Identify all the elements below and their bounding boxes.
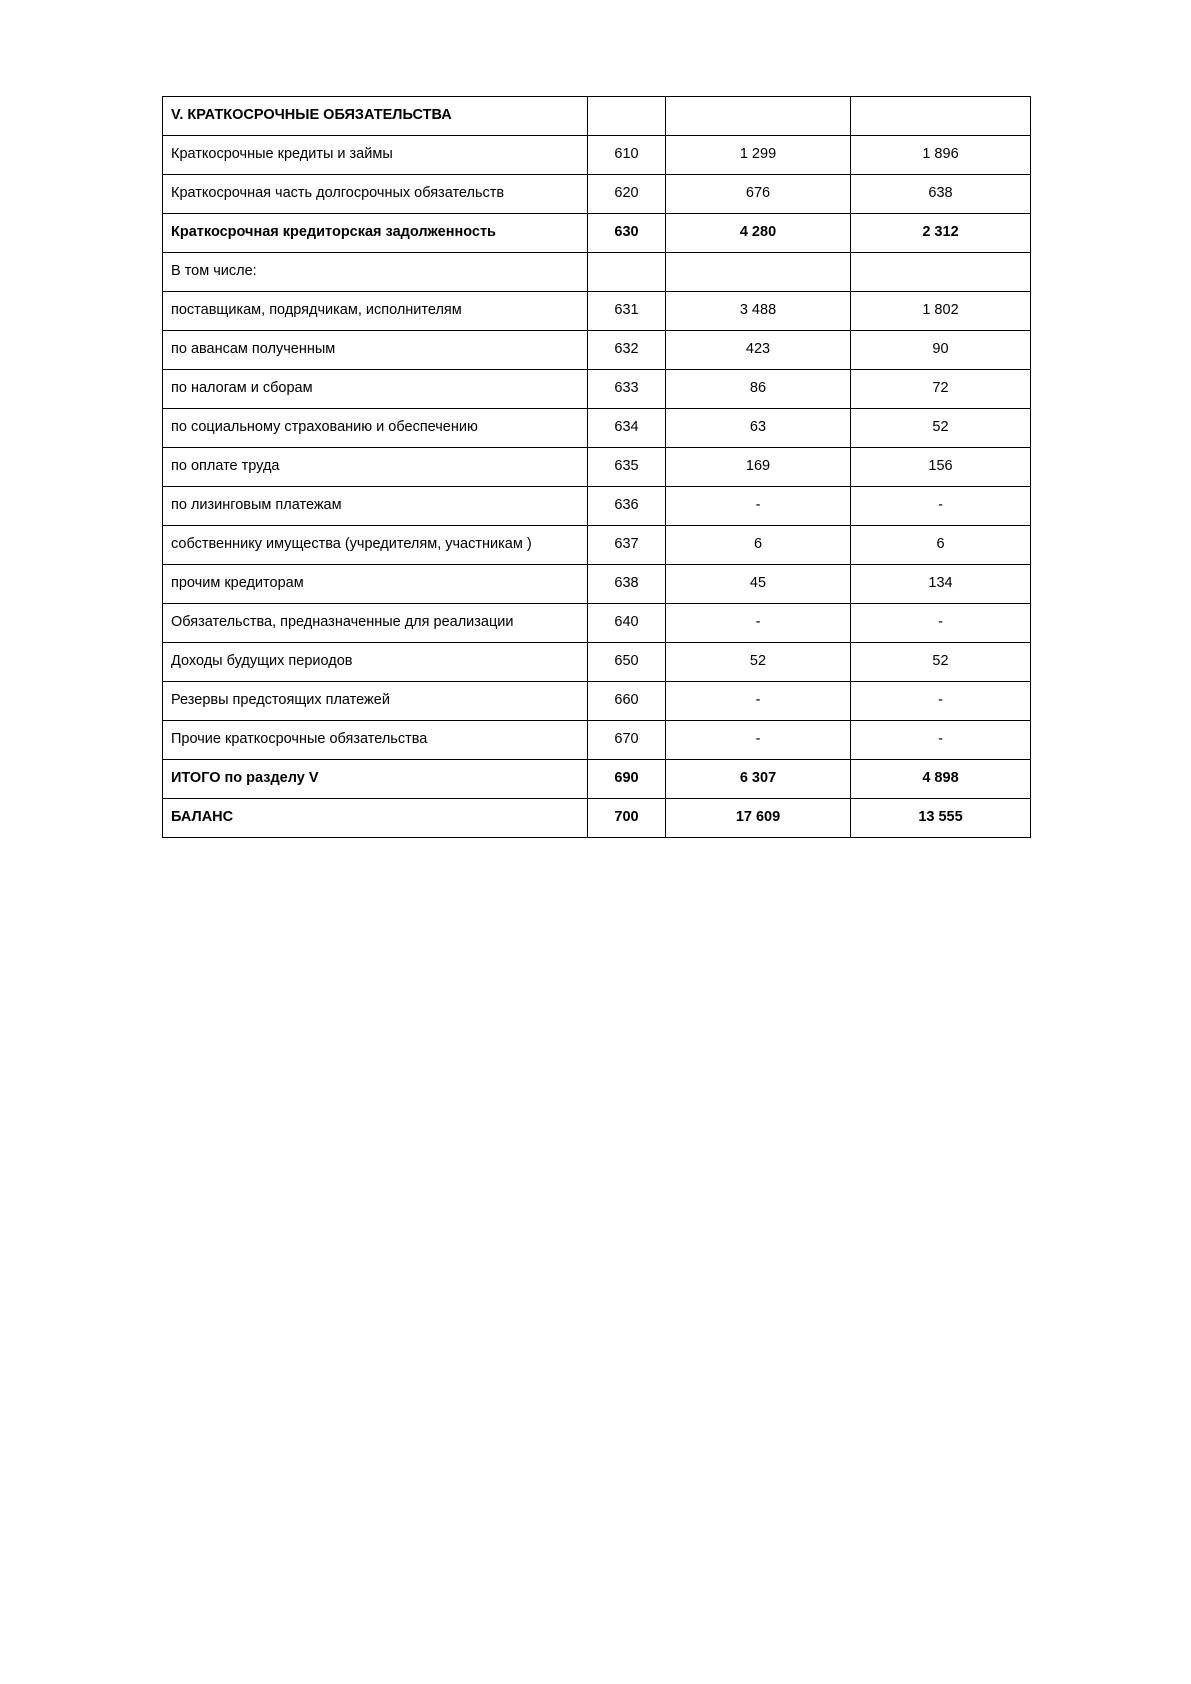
row-label: Прочие краткосрочные обязательства [163,721,588,760]
row-value-previous: 2 312 [851,214,1031,253]
row-value-current: 52 [666,643,851,682]
row-code: 637 [588,526,666,565]
row-code: 610 [588,136,666,175]
row-label: по оплате труда [163,448,588,487]
row-value-previous: 52 [851,643,1031,682]
table-row [163,760,1031,799]
row-label: Краткосрочная кредиторская задолженность [163,214,588,253]
row-code: 640 [588,604,666,643]
table-row [163,370,1031,409]
row-label: В том числе: [163,253,588,292]
row-value-current [666,253,851,292]
row-value-current: - [666,604,851,643]
table-row [163,331,1031,370]
table-row [163,487,1031,526]
row-code: 660 [588,682,666,721]
row-label: собственнику имущества (учредителям, участникам ) [163,526,588,565]
row-code: 635 [588,448,666,487]
row-value-current [666,97,851,136]
row-value-current: - [666,721,851,760]
short-term-liabilities-table [162,96,1031,838]
row-code: 690 [588,760,666,799]
row-code [588,97,666,136]
row-value-current: 45 [666,565,851,604]
row-value-current: 6 307 [666,760,851,799]
row-value-previous: 52 [851,409,1031,448]
row-code: 633 [588,370,666,409]
row-value-previous: 134 [851,565,1031,604]
row-value-previous: 4 898 [851,760,1031,799]
row-code: 638 [588,565,666,604]
row-value-previous [851,97,1031,136]
row-value-current: 1 299 [666,136,851,175]
row-code: 636 [588,487,666,526]
row-label: БАЛАНС [163,799,588,838]
row-label: Резервы предстоящих платежей [163,682,588,721]
table-row [163,448,1031,487]
table-body [163,97,1031,838]
row-code: 620 [588,175,666,214]
row-value-previous: 1 802 [851,292,1031,331]
row-value-previous: 72 [851,370,1031,409]
row-value-previous: - [851,682,1031,721]
row-value-current: 4 280 [666,214,851,253]
row-value-previous: - [851,604,1031,643]
row-label: ИТОГО по разделу V [163,760,588,799]
table-row [163,97,1031,136]
row-value-current: - [666,682,851,721]
row-label: по лизинговым платежам [163,487,588,526]
row-code: 632 [588,331,666,370]
table-row [163,175,1031,214]
row-value-previous: 638 [851,175,1031,214]
row-value-current: 3 488 [666,292,851,331]
row-value-current: 63 [666,409,851,448]
row-label: по авансам полученным [163,331,588,370]
row-value-current: 6 [666,526,851,565]
row-value-previous: 156 [851,448,1031,487]
table-row [163,682,1031,721]
row-value-current: 676 [666,175,851,214]
row-value-previous [851,253,1031,292]
table-row [163,136,1031,175]
table-row [163,604,1031,643]
row-label: по налогам и сборам [163,370,588,409]
row-code: 670 [588,721,666,760]
table-row [163,214,1031,253]
row-label: по социальному страхованию и обеспечению [163,409,588,448]
row-value-current: 423 [666,331,851,370]
row-value-previous: 13 555 [851,799,1031,838]
table-row [163,565,1031,604]
row-value-previous: 1 896 [851,136,1031,175]
row-value-previous: 90 [851,331,1031,370]
row-code: 650 [588,643,666,682]
row-value-previous: - [851,721,1031,760]
balance-table-wrapper [162,96,1030,838]
table-row [163,253,1031,292]
row-value-current: - [666,487,851,526]
table-row [163,409,1031,448]
row-label: Обязательства, предназначенные для реализации [163,604,588,643]
table-row [163,799,1031,838]
row-value-current: 169 [666,448,851,487]
row-code: 631 [588,292,666,331]
row-value-current: 17 609 [666,799,851,838]
row-label: прочим кредиторам [163,565,588,604]
row-label: поставщикам, подрядчикам, исполнителям [163,292,588,331]
row-value-previous: 6 [851,526,1031,565]
table-row [163,643,1031,682]
table-row [163,292,1031,331]
row-label: Доходы будущих периодов [163,643,588,682]
row-code: 700 [588,799,666,838]
row-code: 630 [588,214,666,253]
row-label: Краткосрочные кредиты и займы [163,136,588,175]
row-value-previous: - [851,487,1031,526]
row-value-current: 86 [666,370,851,409]
table-row [163,721,1031,760]
row-label: Краткосрочная часть долгосрочных обязательств [163,175,588,214]
row-label: V. КРАТКОСРОЧНЫЕ ОБЯЗАТЕЛЬСТВА [163,97,588,136]
row-code [588,253,666,292]
row-code: 634 [588,409,666,448]
table-row [163,526,1031,565]
